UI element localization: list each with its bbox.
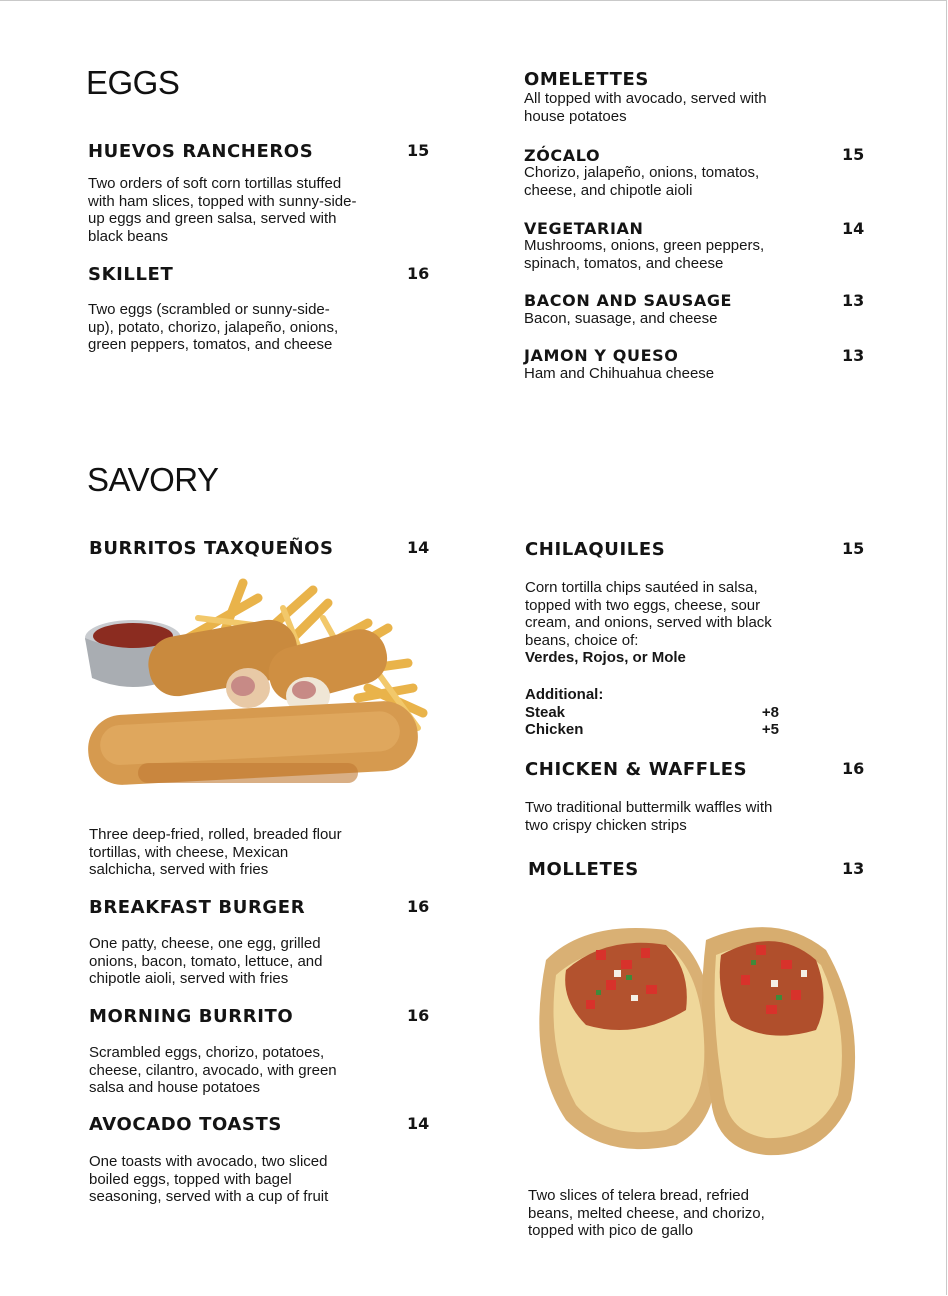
omelettes-subtitle: All topped with avocado, served with house potatoes [524,90,767,125]
item-desc-chicken-and-waffles: Two traditional buttermilk waffles with two crispy chicken strips [525,799,773,834]
additional-option-steak [525,704,779,722]
section-title-eggs: EGGS [86,64,180,101]
item-price-skillet: 16 [407,264,430,283]
item-price-morning-burrito: 16 [407,1006,430,1025]
item-name-skillet: SKILLET [88,264,174,285]
item-price-bacon-and-sausage: 13 [842,291,865,310]
section-title-omelettes: OMELETTES [524,69,649,90]
item-name-zocalo: ZÓCALO [524,146,601,165]
item-name-chicken-and-waffles: CHICKEN & WAFFLES [525,759,748,780]
item-desc-chilaquiles [525,579,790,667]
burritos-taxquenos-photo [78,578,430,800]
item-name-huevos-rancheros: HUEVOS RANCHEROS [88,141,314,162]
additional-option-price: +5 [761,721,779,738]
additional-option-name: Chicken [525,721,584,738]
item-price-chicken-and-waffles: 16 [842,759,865,778]
item-desc-skillet: Two eggs (scrambled or sunny-side-up), potato, chorizo, jalapeño, onions, green peppers, tomatos, and cheese [88,301,339,353]
item-desc-morning-burrito: Scrambled eggs, chorizo, potatoes, cheese, cilantro, avocado, with green salsa and house potatoes [89,1044,337,1096]
item-desc-bacon-and-sausage: Bacon, suasage, and cheese [524,310,718,327]
item-price-chilaquiles: 15 [842,539,865,558]
item-price-huevos-rancheros: 15 [407,141,430,160]
additional-option-chicken [525,721,779,739]
molletes-photo [526,900,866,1165]
item-desc-vegetarian: Mushrooms, onions, green peppers, spinach, tomatos, and cheese [524,237,765,272]
item-desc-zocalo: Chorizo, jalapeño, onions, tomatos, cheese, and chipotle aioli [524,164,760,199]
item-name-chilaquiles: CHILAQUILES [525,539,666,560]
item-name-molletes: MOLLETES [528,859,639,880]
chilaquiles-desc-text: Corn tortilla chips sautéed in salsa, topped with two eggs, cheese, sour cream, and onions, served with black beans, choice of: [525,579,772,649]
item-desc-huevos-rancheros: Two orders of soft corn tortillas stuffed with ham slices, topped with sunny-side-up eggs and green salsa, served with black beans [88,175,357,245]
item-name-vegetarian: VEGETARIAN [524,219,644,238]
item-price-zocalo: 15 [842,145,865,164]
additional-option-price: +8 [761,703,779,721]
item-price-vegetarian: 14 [842,219,865,238]
item-desc-avocado-toasts: One toasts with avocado, two sliced boiled eggs, topped with bagel seasoning, served with a cup of fruit [89,1153,329,1205]
item-desc-molletes: Two slices of telera bread, refried beans, melted cheese, and chorizo, topped with pico de gallo [528,1187,765,1239]
item-name-avocado-toasts: AVOCADO TOASTS [89,1114,282,1135]
item-desc-burritos-taxquenos: Three deep-fried, rolled, breaded flour tortillas, with cheese, Mexican salchicha, served with fries [89,826,342,878]
section-title-savory: SAVORY [87,461,219,498]
item-price-avocado-toasts: 14 [407,1114,430,1133]
item-desc-jamon-y-queso: Ham and Chihuahua cheese [524,365,715,382]
item-name-morning-burrito: MORNING BURRITO [89,1006,294,1027]
item-name-jamon-y-queso: JAMON Y QUESO [524,346,679,365]
chilaquiles-additional [525,686,779,739]
additional-option-name: Steak [525,703,566,721]
item-desc-breakfast-burger: One patty, cheese, one egg, grilled onions, bacon, tomato, lettuce, and chipotle aioli, served with fries [89,935,323,987]
item-name-bacon-and-sausage: BACON AND SAUSAGE [524,291,733,310]
item-price-burritos-taxquenos: 14 [407,538,430,557]
item-price-molletes: 13 [842,859,865,878]
chilaquiles-choice: Verdes, Rojos, or Mole [525,649,686,666]
item-price-breakfast-burger: 16 [407,897,430,916]
additional-label: Additional: [525,686,604,703]
item-name-burritos-taxquenos: BURRITOS TAXQUEÑOS [89,538,334,559]
item-price-jamon-y-queso: 13 [842,346,865,365]
item-name-breakfast-burger: BREAKFAST BURGER [89,897,306,918]
